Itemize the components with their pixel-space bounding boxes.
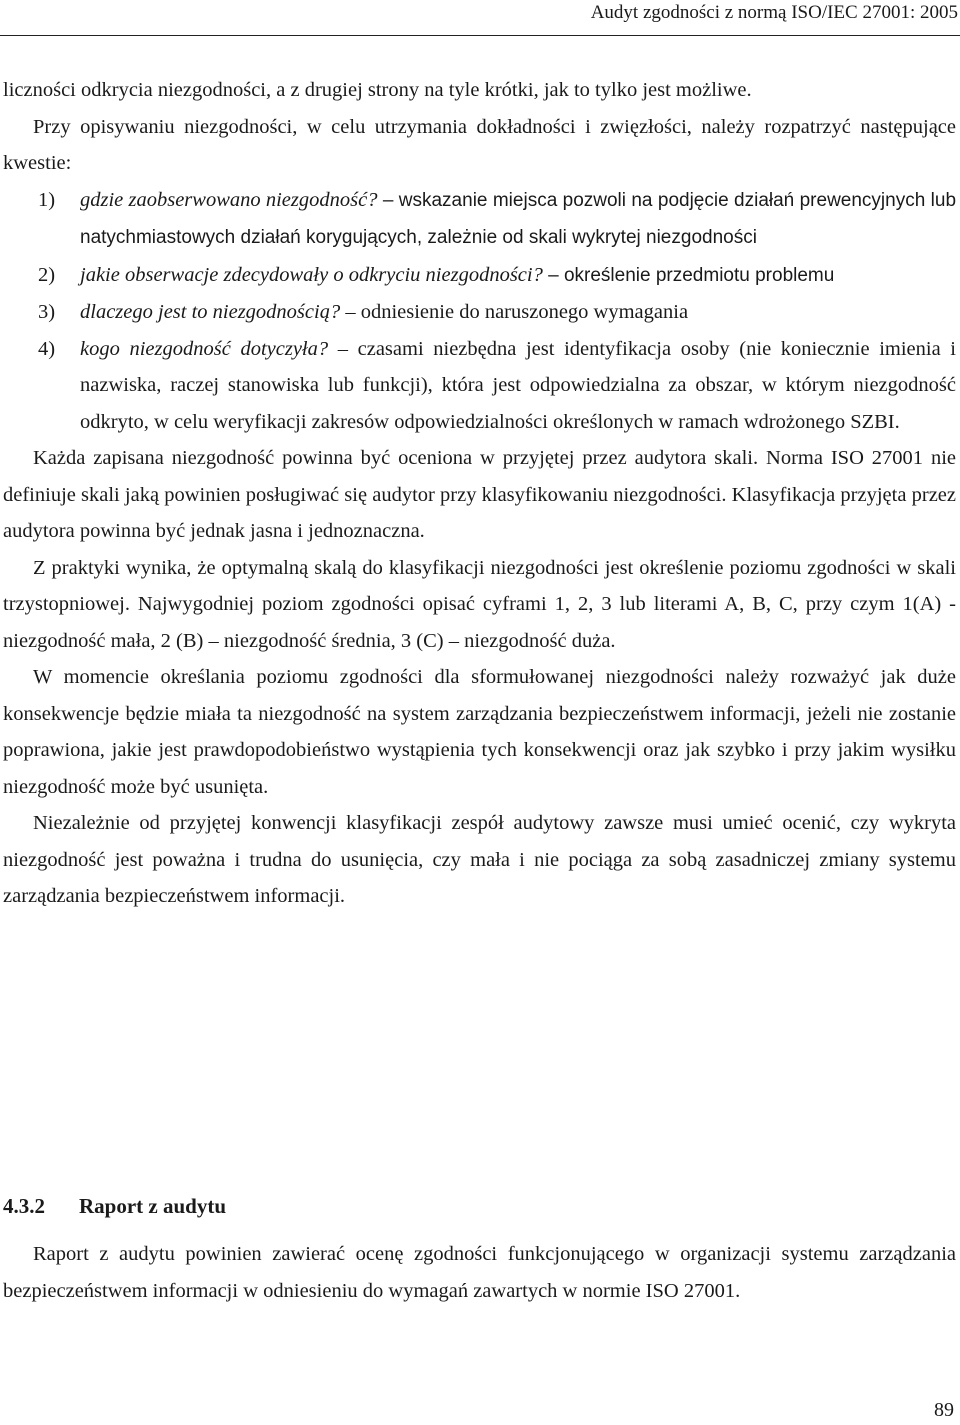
list-item xyxy=(3,294,956,331)
paragraph-audit-team: Niezależnie od przyjętej konwencji klasyfikacji zespół audytowy zawsze musi umieć ocenić, czy wykryta niezgodność jest poważna i trudna do usunięcia, czy mała i nie pociąga za sobą zasadniczej zmiany systemu zarządzania bezpieczeństwem informacji. xyxy=(3,812,956,907)
list-item-answer: – czasami niezbędna jest identyfikacja osoby (nie koniecznie imienia i nazwiska, raczej stanowiska lub funkcji), która jest odpowiedzialna za obszar, w którym niezgodność odkryto, w celu weryfikacji zakresów odpowiedzialności określonych w ramach wdrożonego SZBI. xyxy=(80,337,957,433)
list-item xyxy=(3,331,956,441)
section-body xyxy=(3,1236,956,1309)
paragraph-intro: Przy opisywaniu niezgodności, w celu utrzymania dokładności i zwięzłości, należy rozpatrzyć następujące kwestie: xyxy=(3,115,956,174)
list-item xyxy=(3,257,956,295)
paragraph-consequences: W momencie określania poziomu zgodności dla sformułowanej niezgodności należy rozważyć jak duże konsekwencje będzie miała ta niezgodność na system zarządzania bezpieczeństwem informacji, jeżeli nie zostanie poprawiona, jakie jest prawdopodobieństwo wystąpienia tych konsekwencji oraz jak szybko i przy jakim wysiłku niezgodność może być usunięta. xyxy=(3,666,956,798)
questions-list xyxy=(3,182,956,441)
page-number: 89 xyxy=(934,1399,954,1421)
section-number: 4.3.2 xyxy=(3,1194,45,1218)
section-heading xyxy=(3,1188,226,1224)
list-item-answer: – odniesienie do naruszonego wymagania xyxy=(340,301,689,323)
list-item-number: 3) xyxy=(38,301,56,323)
list-item-answer: – wskazanie miejsca pozwoli na podjęcie działań prewencyjnych lub natychmiastowych działań korygujących, zależnie od skali wykrytej niezgodności xyxy=(80,189,957,248)
paragraph-report: Raport z audytu powinien zawierać ocenę zgodności funkcjonującego w organizacji systemu zarządzania bezpieczeństwem informacji w odniesieniu do wymagań zawartych w normie ISO 27001. xyxy=(3,1243,956,1302)
running-header: Audyt zgodności z normą ISO/IEC 27001: 2005 xyxy=(0,0,960,36)
list-item xyxy=(3,182,956,257)
paragraph-scale: Każda zapisana niezgodność powinna być oceniona w przyjętej przez audytora skali. Norma ISO 27001 nie definiuje skali jaką powinien posługiwać się audytor przy klasyfikowaniu niezgodności. Klasyfikacja przyjęta przez audytora powinna być jednak jasna i jednoznaczna. xyxy=(3,447,956,542)
list-item-answer: – określenie przedmiotu problemu xyxy=(542,264,835,286)
list-item-number: 4) xyxy=(38,337,56,360)
paragraph-practice: Z praktyki wynika, że optymalną skalą do klasyfikacji niezgodności jest określenie poziomu zgodności w skali trzystopniowej. Najwygodniej poziom zgodności opisać cyframi 1, 2, 3 lub literami A, B, C, przy czym 1(A) - niezgodność mała, 2 (B) – niezgodność średnia, 3 (C) – niezgodność duża. xyxy=(3,556,956,652)
section-title: Raport z audytu xyxy=(79,1194,227,1218)
list-item-number: 2) xyxy=(38,263,56,286)
list-item-question: kogo niezgodność dotyczyła? xyxy=(80,337,329,360)
list-item-question: gdzie zaobserwowano niezgodność? xyxy=(80,188,378,211)
list-item-question: dlaczego jest to niezgodnością? xyxy=(80,301,341,323)
list-item-number: 1) xyxy=(38,188,56,211)
list-item-question: jakie obserwacje zdecydowały o odkryciu niezgodności? xyxy=(80,263,543,286)
body-text xyxy=(3,72,956,915)
paragraph-continuation: liczności odkrycia niezgodności, a z drugiej strony na tyle krótki, jak to tylko jest możliwe. xyxy=(3,79,752,101)
